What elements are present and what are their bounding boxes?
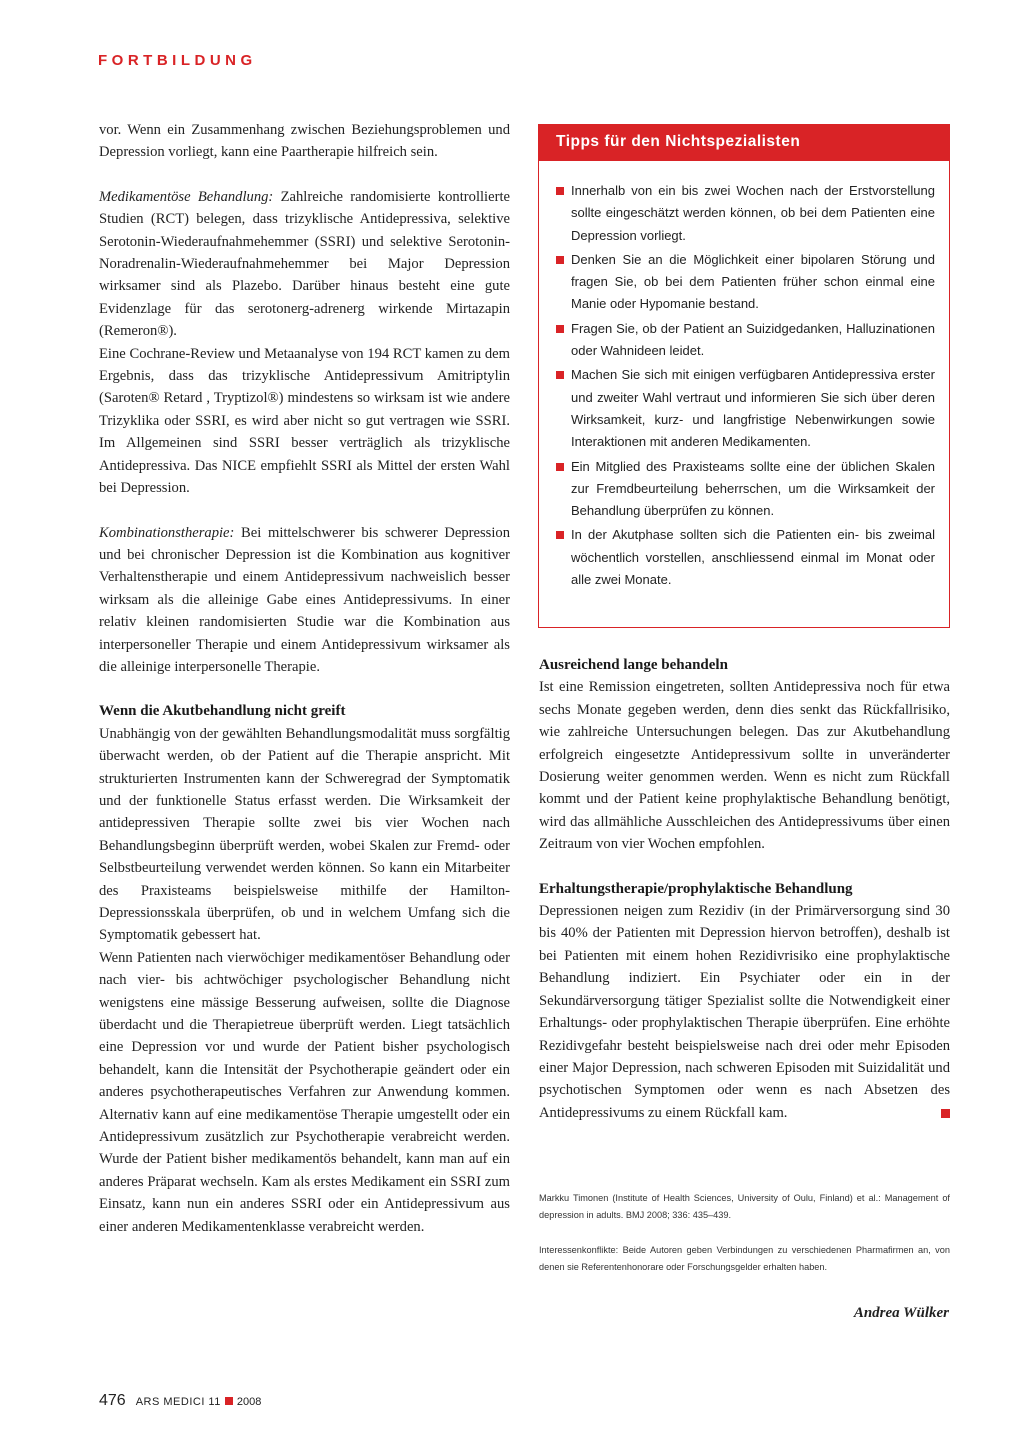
tips-list <box>539 161 949 591</box>
paragraph-label: Medikamentöse Behandlung: <box>99 188 274 205</box>
square-bullet-icon <box>556 531 564 539</box>
tip-text: Fragen Sie, ob der Patient an Suizidgedanken, Halluzinationen oder Wahnideen leidet. <box>571 320 935 359</box>
paragraph: Unabhängig von der gewählten Behandlungsmodalität muss sorgfältig überwacht werden, ob der Patient auf die Therapie anspricht. Mit strukturierten Instrumenten kann der Schweregrad der Symptomatik und der funktionelle Status erfasst werden. Die Wirksamkeit der antidepressiven Therapie sollte zwei bis vier Wochen nach Behandlungsbeginn überprüft werden, wobei Skalen zur Fremd- oder Selbstbeurteilung verwendet werden können. So kann ein Mitarbeiter des Praxisteams beispielsweise mithilfe der Hamilton-Depressionsskala überprüfen, ob und in welchem Umfang sich die Symptomatik gebessert hat. <box>99 725 510 944</box>
section-heading: Erhaltungstherapie/prophylaktische Behandlung <box>539 880 853 897</box>
end-square-icon <box>941 1109 950 1118</box>
tip-text: Machen Sie sich mit einigen verfügbaren Antidepressiva erster und zweiter Wahl vertraut und informieren Sie sich über deren Wirksamkeit, kurz- und langfristige Nebenwirkungen sowie Interaktionen mit anderen Medikamenten. <box>571 367 935 450</box>
issue-year: 2008 <box>236 1396 262 1408</box>
tip-item <box>556 249 935 316</box>
section-heading: Wenn die Akutbehandlung nicht greift <box>99 703 346 720</box>
paragraph <box>99 186 510 343</box>
paragraph: Eine Cochrane-Review und Metaanalyse von 194 RCT kamen zu dem Ergebnis, dass das trizyklische Antidepressivum Amitriptylin (Saroten® Retard , Tryptizol®) mindestens so wirksam ist wie andere Trizyklika oder SSRI, es wird aber nicht so gut vertragen wie SSRI. Im Allgemeinen sind SSRI besser verträglich als trizyklische Antidepressiva. Das NICE empfiehlt SSRI als Mittel der ersten Wahl bei Depression. <box>99 345 510 497</box>
author-name: Andrea Wülker <box>853 1305 949 1321</box>
square-separator-icon <box>225 1397 233 1405</box>
paragraph-text: Zahlreiche randomisierte kontrollierte Studien (RCT) belegen, dass trizyklische Antidepressiva, selektive Serotonin-Wiederaufnahmehemmer (SSRI) und selektive Serotonin-Noradrenalin-Wiederaufnahmehemmer bei Major Depression wirksamer sind als Plazebo. Darüber hinaus besteht eine gute Evidenzlage für das serotonerg-adrenerg wirkende Mirtazapin (Remeron®). <box>99 188 510 340</box>
paragraph-text: Bei mittelschwerer bis schwerer Depression und bei chronischer Depression ist die Kombination aus kognitiver Verhaltenstherapie und einem Antidepressivum nachweislich besser wirksam als die alleinige Gabe eines Antidepressivums. In einer relativ kleinen randomisierten Studie war die Kombination aus interpersoneller Therapie und einem Antidepressivum wirksamer als die alleinige interpersonelle Therapie. <box>99 524 510 675</box>
tip-item <box>556 524 935 591</box>
square-bullet-icon <box>556 256 564 264</box>
tip-item <box>556 318 935 363</box>
tip-text: Ein Mitglied des Praxisteams sollte eine der üblichen Skalen zur Fremdbeurteilung beherrschen, um die Wirksamkeit der Behandlung überprüfen zu können. <box>571 458 935 519</box>
conflict-note: Interessenkonflikte: Beide Autoren geben Verbindungen zu verschiedenen Pharmafirmen an, von denen sie Referentenhonorare oder Forschungsgelder erhalten haben. <box>539 1245 950 1272</box>
journal-name: ARS MEDICI 11 <box>135 1396 221 1408</box>
tips-box-title: Tipps für den Nichtspezialisten <box>539 125 949 161</box>
section-heading: Ausreichend lange behandeln <box>539 657 728 673</box>
tip-text: Denken Sie an die Möglichkeit einer bipolaren Störung und fragen Sie, ob bei dem Patienten früher schon einmal eine Manie oder Hypomanie bestand. <box>571 251 935 312</box>
tip-item <box>556 180 935 247</box>
paragraph: Ist eine Remission eingetreten, sollten Antidepressiva noch für etwa sechs Monate gegeben werden, denn dies senkt das Rückfallrisiko, wie zahlreiche Untersuchungen belegen. Das zur Akutbehandlung erfolgreich eingesetzte Antidepressivum sollte in unveränderter Dosierung weiter genommen werden. Wenn es nicht zum Rückfall kommt und der Patient keine prophylaktische Behandlung benötigt, wird das allmähliche Ausschleichen des Antidepressivums über einen Zeitraum von vier Wochen empfohlen. <box>539 679 950 853</box>
tip-item <box>556 456 935 523</box>
section-header: FORTBILDUNG <box>98 52 257 69</box>
paragraph: vor. Wenn ein Zusammenhang zwischen Beziehungsproblemen und Depression vorliegt, kann eine Paartherapie hilfreich sein. <box>99 122 510 161</box>
page-number: 476 <box>99 1392 126 1409</box>
paragraph: Wenn Patienten nach vierwöchiger medikamentöser Behandlung oder nach vier- bis achtwöchiger psychologischer Behandlung nicht wenigstens eine mässige Besserung aufweisen, sollte die Diagnose überdacht und die Therapietreue überprüft werden. Liegt tatsächlich eine Depression vor und wurde der Patient bisher psychologisch behandelt, kann die Intensität der Psychotherapie geändert oder ein anderes psychotherapeutisches Verfahren zur Anwendung kommen. Alternativ kann auf eine medikamentöse Therapie umgestellt oder ein Antidepressivum zusätzlich zur Psychotherapie verabreicht werden. Wurde der Patient bisher medikamentös behandelt, kann man auf ein anderes Präparat wechseln. Kam als erstes Medikament ein SSRI zum Einsatz, kann nun ein anderes SSRI oder ein Antidepressivum aus einer anderen Medikamentenklasse verabreicht werden. <box>99 949 510 1235</box>
square-bullet-icon <box>556 325 564 333</box>
tip-item <box>556 364 935 453</box>
tip-text: Innerhalb von ein bis zwei Wochen nach der Erstvorstellung sollte eingeschätzt werden können, ob bei dem Patienten eine Depression vorliegt. <box>571 183 935 243</box>
left-column <box>99 119 510 1238</box>
square-bullet-icon <box>556 463 564 471</box>
tip-text: In der Akutphase sollten sich die Patienten ein- bis zweimal wöchentlich vorstellen, anschliessend einmal im Monat oder alle zwei Monate. <box>571 527 935 588</box>
paragraph-text: Depressionen neigen zum Rezidiv (in der Primärversorgung sind 30 bis 40% der Patienten mit Depression hiervon betroffen), deshalb ist bei Patienten mit einem hohen Rezidivrisiko eine prophylaktische Behandlung indiziert. Ein Psychiater oder ein in der Sekundärversorgung tätiger Spezialist sollte die Notwendigkeit einer Erhaltungs- oder prophylaktischen Therapie überprüfen. Eine erhöhte Rezidivgefahr besteht beispielsweise nach drei oder mehr Episoden einer Major Depression, nach schweren Episoden mit Suizidalität und psychotischen Symptomen oder wenn es nach Absetzen des Antidepressivums zu einem Rückfall kam. <box>539 903 950 1121</box>
tips-box <box>538 124 950 628</box>
reference-note: Markku Timonen (Institute of Health Sciences, University of Oulu, Finland) et al.: Management of depression in adults. BMJ 2008; 336: 435–439. <box>539 1193 950 1220</box>
square-bullet-icon <box>556 187 564 195</box>
paragraph-label: Kombinationstherapie: <box>99 524 235 541</box>
paragraph <box>99 522 510 679</box>
page-footer <box>99 1392 261 1410</box>
right-column <box>539 654 950 1124</box>
square-bullet-icon <box>556 371 564 379</box>
paragraph <box>539 900 950 1124</box>
